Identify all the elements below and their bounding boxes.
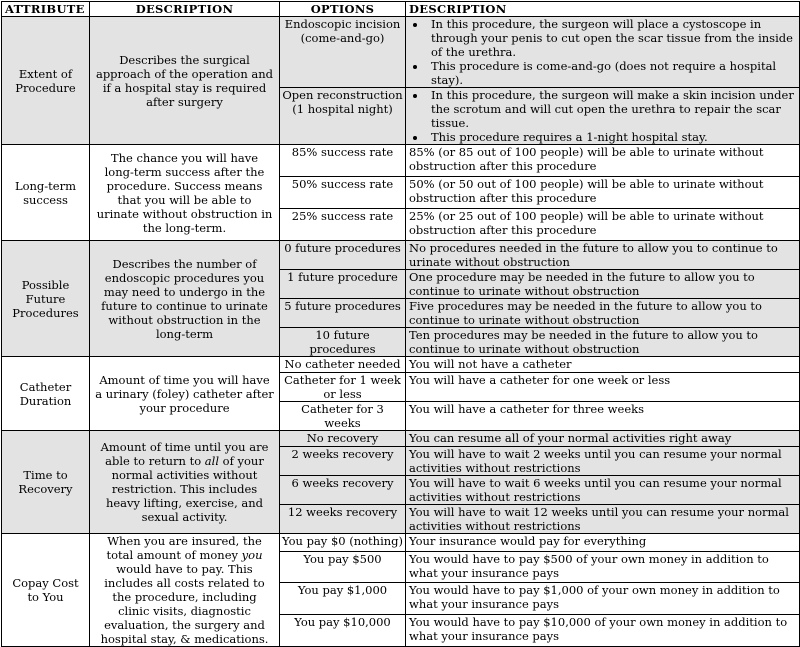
option-cell: 10 future procedures (280, 328, 406, 357)
option-cell: 6 weeks recovery (280, 476, 406, 505)
option-description-cell: You will not have a catheter (406, 357, 800, 373)
bullet-list (409, 17, 796, 87)
attributes-table (1, 1, 800, 647)
header-description: DESCRIPTION (90, 2, 280, 17)
option-cell: 85% success rate (280, 145, 406, 177)
table-row (2, 431, 800, 447)
table-row (2, 17, 800, 88)
option-description-cell: You would have to pay $500 of your own money in addition to what your insurance pays (406, 551, 800, 583)
option-description-cell: Your insurance would pay for everything (406, 534, 800, 552)
description-text: of your normal activities without restriction. This includes heavy lifting, exercise, and sexual activity. (105, 454, 264, 524)
option-description-cell: You would have to pay $1,000 of your own money in addition to what your insurance pays (406, 583, 800, 615)
option-cell: Endoscopic incision (come-and-go) (280, 17, 406, 88)
attribute-future: Possible Future Procedures (2, 241, 90, 357)
description-text: would have to pay. This includes all costs related to the procedure, including clinic visits, diagnostic evaluation, the surgery and hospital stay, & medications. (100, 562, 269, 646)
table-row (2, 241, 800, 270)
description-text: When you are insured, the total amount of money (106, 534, 262, 562)
option-cell: Catheter for 1 week or less (280, 373, 406, 402)
option-cell: 5 future procedures (280, 299, 406, 328)
option-cell: 1 future procedure (280, 270, 406, 299)
option-description-cell (406, 17, 800, 88)
attribute-success: Long-term success (2, 145, 90, 241)
option-cell: 25% success rate (280, 209, 406, 241)
bullet-list (409, 88, 796, 144)
attribute-description-success: The chance you will have long-term success after the procedure. Success means that you will be able to urinate without obstruction in the long-term. (90, 145, 280, 241)
option-cell: 0 future procedures (280, 241, 406, 270)
list-item: • In this procedure, the surgeon will place a cystoscope in through your penis to cut open the scar tissue from the inside of the urethra. (427, 17, 796, 59)
option-description-cell: You would have to pay $10,000 of your own money in addition to what your insurance pays (406, 615, 800, 647)
option-cell: You pay $1,000 (280, 583, 406, 615)
list-item: • This procedure is come-and-go (does not require a hospital stay). (427, 59, 796, 87)
option-cell: You pay $10,000 (280, 615, 406, 647)
attribute-description-future: Describes the number of endoscopic procedures you may need to undergo in the future to continue to urinate without obstruction in the long-term (90, 241, 280, 357)
option-cell: Catheter for 3 weeks (280, 402, 406, 431)
header-attribute: ATTRIBUTE (2, 2, 90, 17)
table-row (2, 357, 800, 373)
option-cell: Open reconstruction (1 hospital night) (280, 88, 406, 145)
attribute-recovery: Time to Recovery (2, 431, 90, 534)
option-cell: You pay $0 (nothing) (280, 534, 406, 552)
option-description-cell: You will have to wait 2 weeks until you can resume your normal activities without restrictions (406, 447, 800, 476)
description-emphasis: all (204, 454, 220, 468)
attribute-description-extent: Describes the surgical approach of the operation and if a hospital stay is required after surgery (90, 17, 280, 145)
table-row (2, 534, 800, 552)
option-cell: 50% success rate (280, 177, 406, 209)
option-description-cell: You will have a catheter for one week or less (406, 373, 800, 402)
option-description-cell: You can resume all of your normal activities right away (406, 431, 800, 447)
description-emphasis: you (241, 548, 263, 562)
table-row (2, 145, 800, 177)
header-options: OPTIONS (280, 2, 406, 17)
attribute-description-recovery (90, 431, 280, 534)
option-description-cell: You will have to wait 6 weeks until you can resume your normal activities without restrictions (406, 476, 800, 505)
attribute-description-copay (90, 534, 280, 647)
option-description-cell: 85% (or 85 out of 100 people) will be able to urinate without obstruction after this procedure (406, 145, 800, 177)
option-description-cell: Five procedures may be needed in the future to allow you to continue to urinate without obstruction (406, 299, 800, 328)
list-item: • This procedure requires a 1-night hospital stay. (427, 130, 796, 144)
option-description-cell: You will have to wait 12 weeks until you can resume your normal activities without restrictions (406, 505, 800, 534)
option-cell: No recovery (280, 431, 406, 447)
option-description-cell: 25% (or 25 out of 100 people) will be able to urinate without obstruction after this procedure (406, 209, 800, 241)
option-cell: 2 weeks recovery (280, 447, 406, 476)
option-cell: 12 weeks recovery (280, 505, 406, 534)
option-description-cell: One procedure may be needed in the future to allow you to continue to urinate without obstruction (406, 270, 800, 299)
option-cell: You pay $500 (280, 551, 406, 583)
list-item: • In this procedure, the surgeon will make a skin incision under the scrotum and will cut open the urethra to repair the scar tissue. (427, 88, 796, 130)
attribute-description-catheter: Amount of time you will have a urinary (foley) catheter after your procedure (90, 357, 280, 431)
header-row (2, 2, 800, 17)
option-description-cell: 50% (or 50 out of 100 people) will be able to urinate without obstruction after this procedure (406, 177, 800, 209)
attribute-extent: Extent of Procedure (2, 17, 90, 145)
attribute-copay: Copay Cost to You (2, 534, 90, 647)
option-description-cell: Ten procedures may be needed in the future to allow you to continue to urinate without obstruction (406, 328, 800, 357)
option-description-cell: No procedures needed in the future to allow you to continue to urinate without obstruction (406, 241, 800, 270)
option-cell: No catheter needed (280, 357, 406, 373)
attribute-catheter: Catheter Duration (2, 357, 90, 431)
option-description-cell: You will have a catheter for three weeks (406, 402, 800, 431)
header-option-description: DESCRIPTION (406, 2, 800, 17)
description-text: Amount of time until you are able to return to (100, 440, 269, 468)
option-description-cell (406, 88, 800, 145)
